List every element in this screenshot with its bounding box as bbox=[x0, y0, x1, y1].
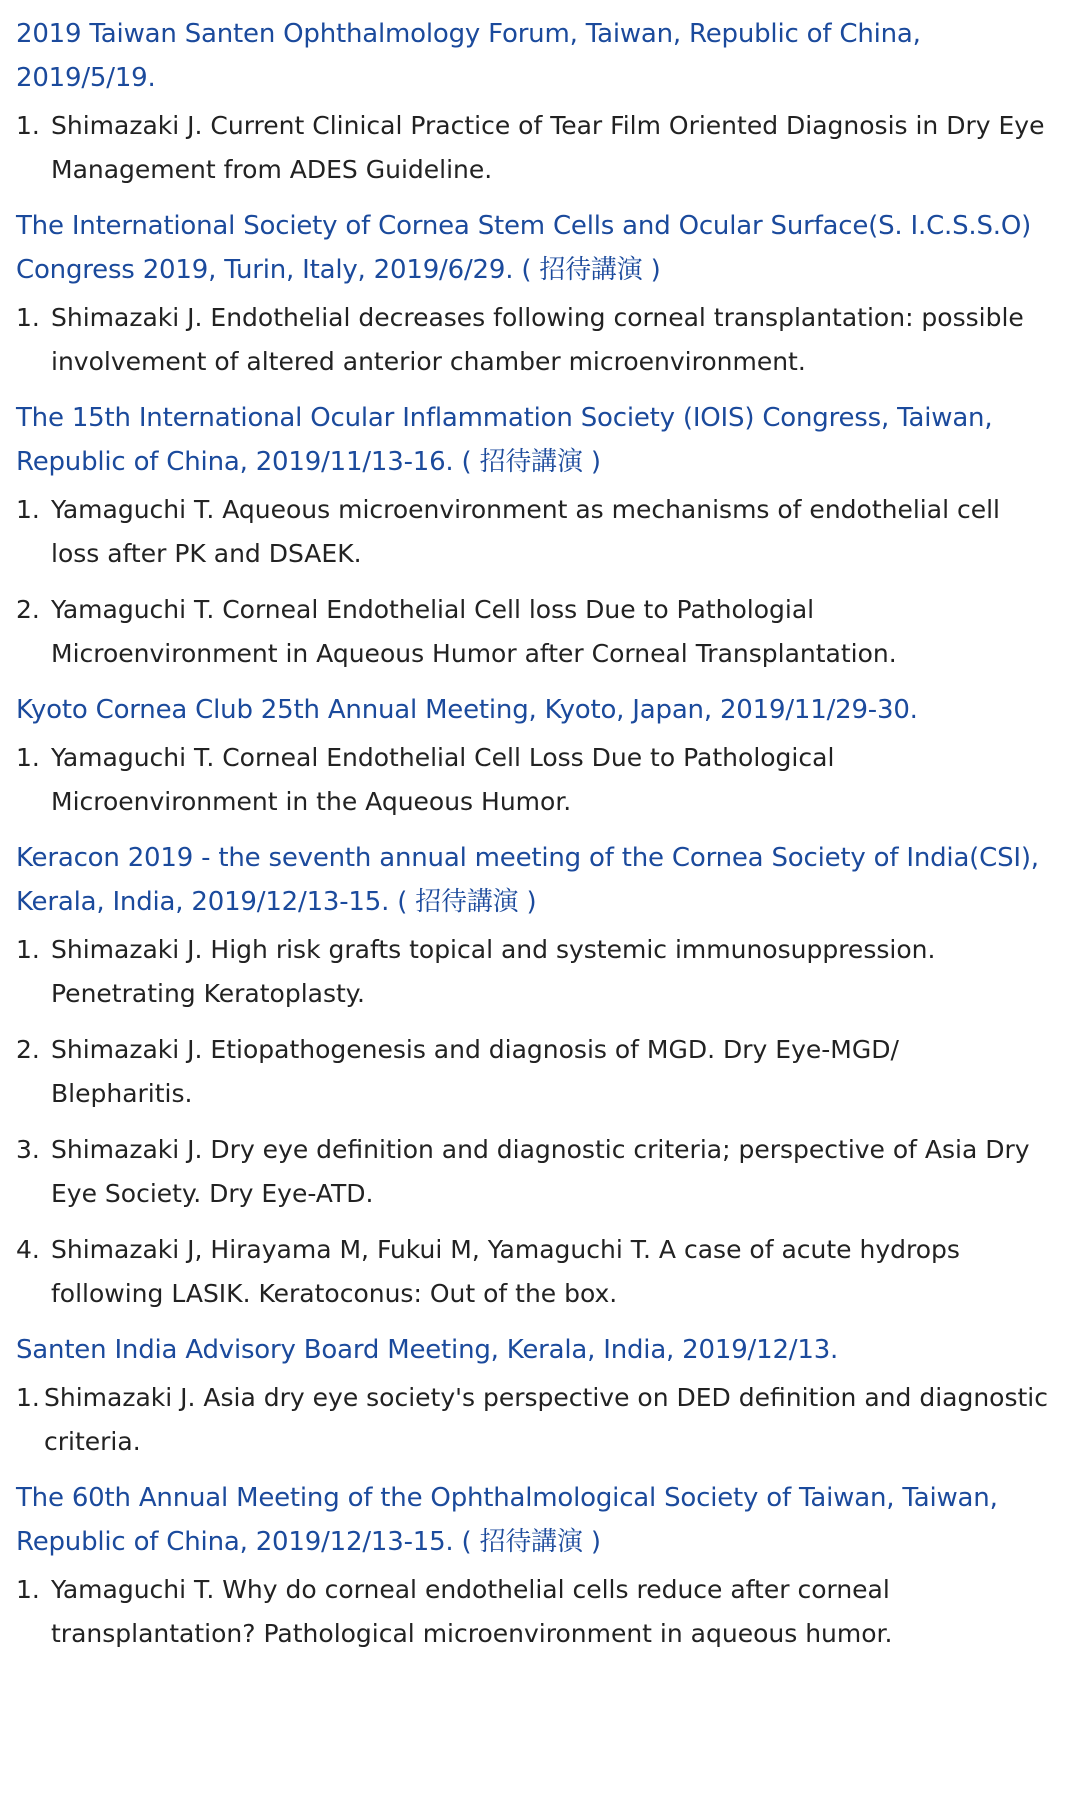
item-number: 1. bbox=[16, 303, 40, 332]
presentation-item bbox=[16, 928, 1048, 1016]
conference-section bbox=[16, 1328, 1048, 1464]
item-number: 1. bbox=[16, 1383, 40, 1412]
conference-section bbox=[16, 204, 1048, 384]
conference-heading: 2019 Taiwan Santen Ophthalmology Forum, Taiwan, Republic of China, 2019/5/19. bbox=[16, 19, 921, 93]
presentation-list bbox=[16, 1568, 1048, 1656]
item-text: Shimazaki J. Etiopathogenesis and diagnosis of MGD. Dry Eye-MGD/ Blepharitis. bbox=[51, 1035, 899, 1108]
presentation-item bbox=[16, 1028, 1048, 1116]
item-number: 2. bbox=[16, 1035, 40, 1064]
presentation-item bbox=[16, 488, 1048, 576]
item-text: Shimazaki J. Endothelial decreases following corneal transplantation: possible involvement of altered anterior chamber microenvironment. bbox=[51, 303, 1024, 376]
item-number: 1. bbox=[16, 111, 40, 140]
item-text: Shimazaki J. High risk grafts topical and systemic immunosuppression. Penetrating Keratoplasty. bbox=[51, 935, 936, 1008]
item-text: Yamaguchi T. Corneal Endothelial Cell Loss Due to Pathological Microenvironment in the Aqueous Humor. bbox=[51, 743, 835, 816]
presentation-item bbox=[16, 1568, 1048, 1656]
item-text: Shimazaki J, Hirayama M, Fukui M, Yamaguchi T. A case of acute hydrops following LASIK. Keratoconus: Out of the box. bbox=[51, 1235, 960, 1308]
presentation-list bbox=[16, 104, 1048, 192]
item-number: 1. bbox=[16, 1575, 40, 1604]
item-number: 4. bbox=[16, 1235, 40, 1264]
conference-heading: The International Society of Cornea Stem Cells and Ocular Surface(S. I.C.S.S.O) Congress 2019, Turin, Italy, 2019/6/29. ( 招待講演 ) bbox=[16, 211, 1032, 285]
item-text: Yamaguchi T. Corneal Endothelial Cell loss Due to Pathologial Microenvironment in Aqueous Humor after Corneal Transplantation. bbox=[51, 595, 897, 668]
presentation-item bbox=[16, 104, 1048, 192]
presentation-item bbox=[16, 1376, 1048, 1464]
presentation-item bbox=[16, 1228, 1048, 1316]
conference-heading: The 60th Annual Meeting of the Ophthalmological Society of Taiwan, Taiwan, Republic of China, 2019/12/13-15. ( 招待講演 ) bbox=[16, 1483, 998, 1557]
presentation-item bbox=[16, 1128, 1048, 1216]
conference-section bbox=[16, 1476, 1048, 1656]
item-text: Yamaguchi T. Why do corneal endothelial cells reduce after corneal transplantation? Pathological microenvironment in aqueous humor. bbox=[51, 1575, 893, 1648]
conference-section bbox=[16, 396, 1048, 676]
item-text: Yamaguchi T. Aqueous microenvironment as mechanisms of endothelial cell loss after PK and DSAEK. bbox=[51, 495, 1000, 568]
presentation-item bbox=[16, 296, 1048, 384]
presentation-item bbox=[16, 588, 1048, 676]
conference-section bbox=[16, 12, 1048, 192]
item-number: 2. bbox=[16, 595, 40, 624]
conference-heading: Keracon 2019 - the seventh annual meeting of the Cornea Society of India(CSI), Kerala, India, 2019/12/13-15. ( 招待講演 ) bbox=[16, 843, 1039, 917]
conference-section bbox=[16, 688, 1048, 824]
conference-heading: Santen India Advisory Board Meeting, Kerala, India, 2019/12/13. bbox=[16, 1335, 839, 1365]
presentation-item bbox=[16, 736, 1048, 824]
item-text: Shimazaki J. Current Clinical Practice of Tear Film Oriented Diagnosis in Dry Eye Management from ADES Guideline. bbox=[51, 111, 1045, 184]
conference-heading: The 15th International Ocular Inflammation Society (IOIS) Congress, Taiwan, Republic of China, 2019/11/13-16. ( 招待講演 ) bbox=[16, 403, 993, 477]
presentation-list bbox=[16, 488, 1048, 676]
item-number: 1. bbox=[16, 935, 40, 964]
presentation-list bbox=[16, 928, 1048, 1316]
item-text: Shimazaki J. Dry eye definition and diagnostic criteria; perspective of Asia Dry Eye Society. Dry Eye-ATD. bbox=[51, 1135, 1030, 1208]
conference-section bbox=[16, 836, 1048, 1316]
item-number: 1. bbox=[16, 495, 40, 524]
item-number: 1. bbox=[16, 743, 40, 772]
item-text: Shimazaki J. Asia dry eye society's perspective on DED definition and diagnostic criteria. bbox=[44, 1383, 1048, 1456]
item-number: 3. bbox=[16, 1135, 40, 1164]
conference-heading: Kyoto Cornea Club 25th Annual Meeting, Kyoto, Japan, 2019/11/29-30. bbox=[16, 695, 918, 725]
presentation-list bbox=[16, 736, 1048, 824]
presentation-list bbox=[16, 1376, 1048, 1464]
presentation-list bbox=[16, 296, 1048, 384]
